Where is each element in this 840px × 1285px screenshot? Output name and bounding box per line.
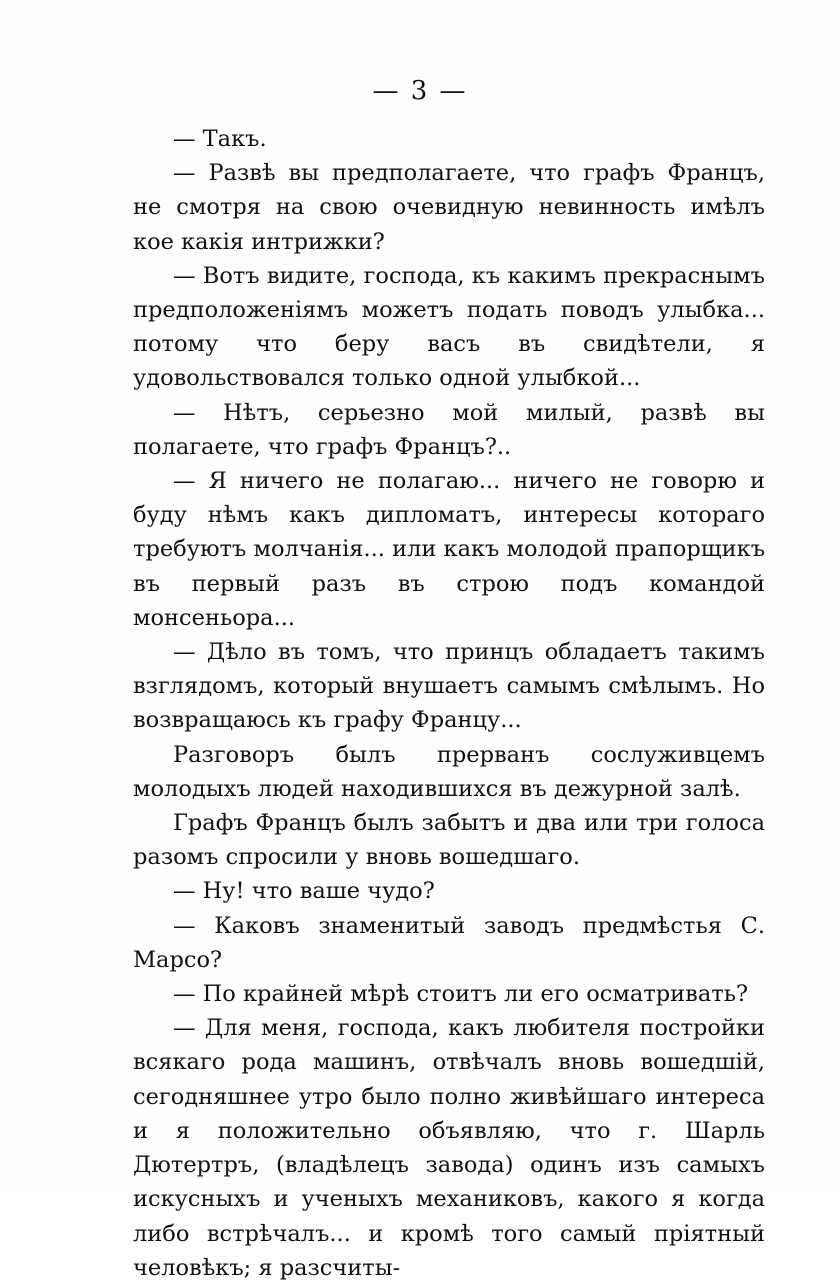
paragraph: — Я ничего не полагаю... ничего не говорю и буду нѣмъ какъ дипломатъ, интересы котораго требуютъ молчанія... или какъ молодой прапорщикъ въ первый разъ въ строю подъ командой монсеньора...: [133, 468, 766, 631]
paragraph: — Для меня, господа, какъ любителя постройки всякаго рода машинъ, отвѣчалъ вновь вошедшій, сегодняшнее утро было полно живѣйшаго интереса и я положительно объявляю, что г. Шарль Дютертръ, (владѣлецъ завода) одинъ изъ самыхъ искусныхъ и ученыхъ механиковъ, какого я когда либо встрѣчалъ... и кромѣ того самый пріятный человѣкъ; я разсчиты-: [133, 1015, 765, 1281]
page-number: — 3 —: [372, 76, 468, 106]
body-text: [133, 122, 765, 1285]
paragraph: — Развѣ вы предполагаете, что графъ Францъ, не смотря на свою очевидную невинность имѣлъ кое какія интрижки?: [133, 160, 765, 255]
paragraph: — Каковъ знаменитый заводъ предмѣстья С. Марсо?: [133, 912, 765, 973]
paragraph: — Такъ.: [173, 126, 267, 152]
paragraph: Разговоръ былъ прерванъ сослуживцемъ молодыхъ людей находившихся въ дежурной залѣ.: [133, 741, 765, 802]
paragraph: Графъ Францъ былъ забытъ и два или три голоса разомъ спросили у вновь вошедшаго.: [133, 810, 765, 871]
paragraph: — Нѣтъ, серьезно мой милый, развѣ вы полагаете, что графъ Францъ?..: [133, 399, 765, 460]
paragraph: — Дѣло въ томъ, что принцъ обладаетъ такимъ взглядомъ, который внушаетъ самымъ смѣлымъ. Но возвращаюсь къ графу Францу...: [133, 639, 765, 734]
paragraph: — По крайней мѣрѣ стоитъ ли его осматривать?: [173, 981, 749, 1008]
paragraph: — Вотъ видите, господа, къ какимъ прекраснымъ предположеніямъ можетъ подать поводъ улыбка... потому что беру васъ въ свидѣтели, я удовольствовался только одной улыбкой...: [133, 262, 765, 392]
paragraph: — Ну! что ваше чудо?: [173, 878, 435, 905]
